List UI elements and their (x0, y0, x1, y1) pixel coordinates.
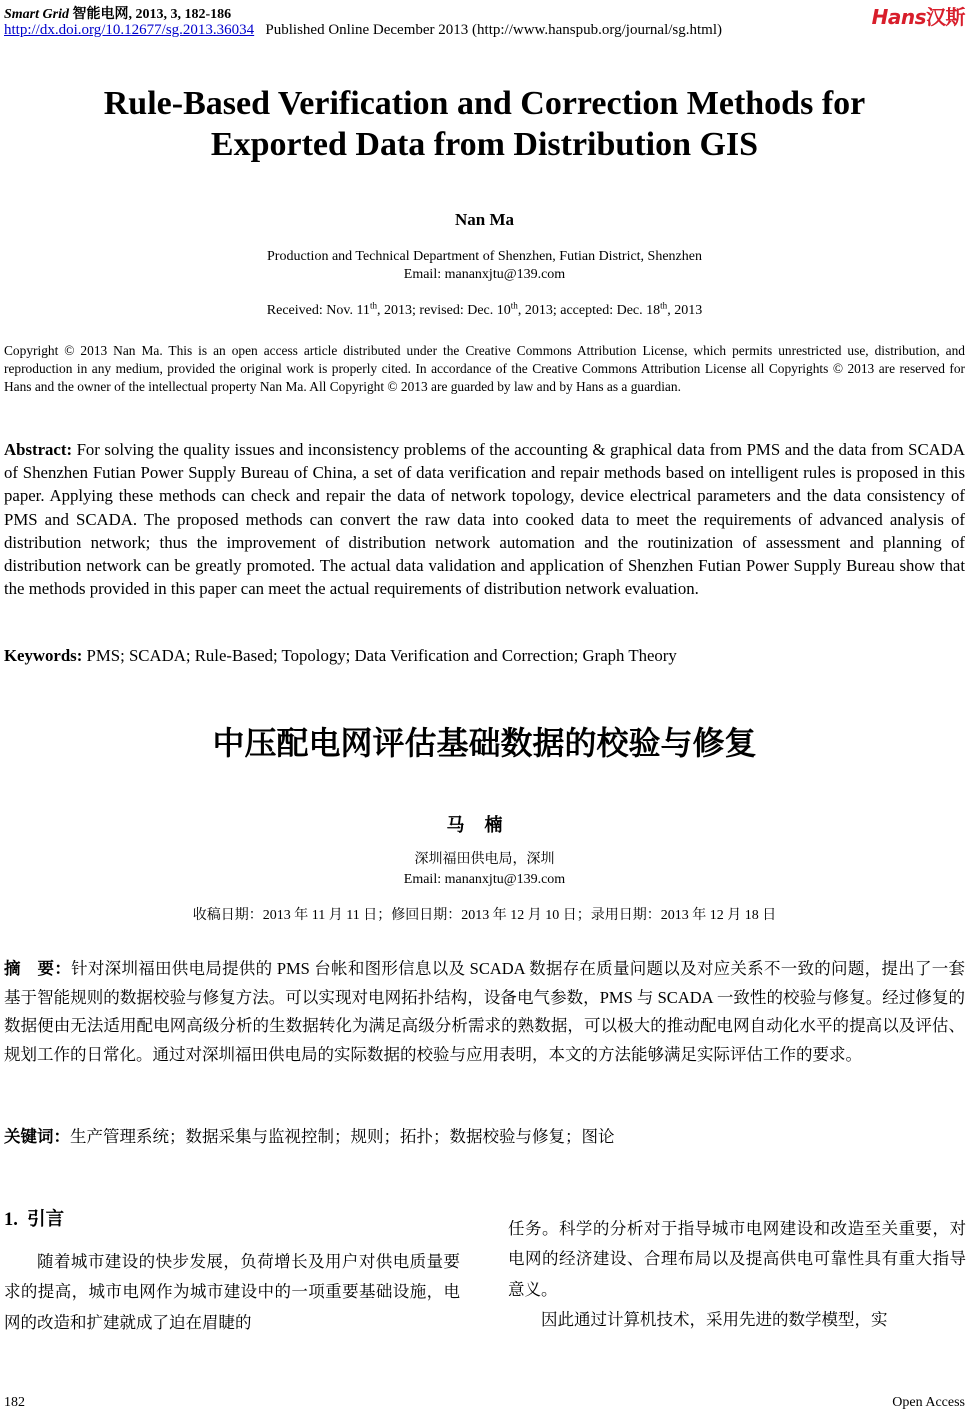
received-sup: th (369, 300, 378, 311)
section-number: 1. (4, 1210, 18, 1230)
abstract-en (4, 438, 965, 600)
journal-citation: , 2013, 3, 182-186 (128, 7, 232, 22)
section-heading (4, 1205, 64, 1231)
accepted-part: , 2013; accepted: Dec. 18 (517, 303, 661, 318)
keywords-cn (4, 1124, 965, 1150)
abstract-cn-text: 针对深圳福田供电局提供的 PMS 台帐和图形信息以及 SCADA 数据存在质量问题以及对应关系不一致的问题，提出了一套基于智能规则的数据校验与修复方法。可以实现对电网拓扑结构，设备电气参数，PMS 与 SCADA 一致性的校验与修复。经过修复的数据便由无法适用配电网高级分析的生数据转化为满足高级分析需求的熟数据，可以极大的推动配电网自动化水平的提高以及评估、规划工作的日常化。通过对深圳福田供电局的实际数据的校验与应用表明，本文的方法能够满足实际评估工作的要求。 (4, 959, 965, 1065)
published-online: Published Online December 2013 (http://www.hanspub.org/journal/sg.html) (265, 22, 723, 38)
email-en: Email: mananxjtu@139.com (403, 267, 566, 282)
abstract-cn-label: 摘 要： (4, 959, 72, 978)
body-column-right (508, 1214, 966, 1335)
keywords-label: Keywords: (4, 646, 83, 665)
keywords-text: PMS; SCADA; Rule-Based; Topology; Data Verification and Correction; Graph Theory (82, 646, 677, 665)
publisher-logo (872, 1, 965, 30)
paper-title-cn: 中压配电网评估基础数据的校验与修复 (212, 724, 757, 762)
year-part: , 2013 (667, 303, 703, 318)
keywords-cn-label: 关键词： (4, 1127, 70, 1146)
copyright-notice: Copyright © 2013 Nan Ma. This is an open access article distributed under the Creative Commons Attribution License, which permits unrestricted use, distribution, and reproduction in any medium, provided the original work is properly cited. In accordance of the Creative Commons Attribution License all Copyrights © 2013 are reserved for Hans and the owner of the intellectual property Nan Ma. All Copyright © 2013 are guarded by law and by Hans as a guardian. (4, 343, 965, 395)
keywords-cn-text: 生产管理系统；数据采集与监视控制；规则；拓扑；数据校验与修复；图论 (70, 1127, 615, 1146)
section-title: 引言 (27, 1209, 65, 1230)
keywords-en (4, 645, 965, 667)
title-line-1: Rule-Based Verification and Correction Methods for (103, 85, 866, 122)
journal-header (4, 3, 231, 23)
open-access-label: Open Access (892, 1395, 965, 1410)
intro-continuation: 任务。科学的分析对于指导城市电网建设和改造至关重要，对电网的经济建设、合理布局以及提高供电可靠性具有重大指导意义。 (508, 1219, 966, 1299)
doi-link[interactable]: http://dx.doi.org/10.12677/sg.2013.36034 (4, 22, 255, 38)
received-dates (0, 302, 969, 320)
journal-name-cn: 智能电网 (72, 7, 129, 22)
revised-sup: th (510, 300, 518, 311)
page-number: 182 (4, 1395, 25, 1410)
logo-text-en: Hans (871, 5, 926, 29)
author-name-cn: 马楠 (446, 815, 523, 835)
affiliation-en: Production and Technical Department of Shenzhen, Futian District, Shenzhen (267, 249, 702, 264)
abstract-label: Abstract: (4, 440, 73, 459)
abstract-cn (4, 955, 965, 1070)
email-cn: Email: mananxjtu@139.com (403, 872, 566, 887)
abstract-text: For solving the quality issues and inconsistency problems of the accounting & graphical data from PMS and the data from SCADA of Shenzhen Futian Power Supply Bureau of China, a set of data verification and repair methods based on intelligent rules is proposed in this paper. Applying these methods can check and repair the data of network topology, device electrical parameters and the data consistency of PMS and SCADA. The proposed methods can convert the raw data into cooked data to meet the requirements of advanced analysis of distribution network; thus the improvement of distribution network automation and the routinization of assessment and planning of distribution network can be greatly promoted. The actual data validation and application of Shenzhen Futian Power Supply Bureau show that the methods provided in this paper can meet the actual requirements of distribution network evaluation. (4, 440, 965, 599)
accepted-sup: th (660, 300, 668, 311)
title-line-2: Exported Data from Distribution GIS (210, 126, 759, 163)
received-part: Received: Nov. 11 (266, 303, 370, 318)
body-column-left (4, 1247, 460, 1338)
dates-cn: 收稿日期：2013 年 11 月 11 日；修回日期：2013 年 12 月 10 日；录用日期：2013 年 12 月 18 日 (192, 908, 777, 923)
paper-title-en (0, 83, 969, 165)
revised-part: , 2013; revised: Dec. 10 (377, 303, 511, 318)
publication-line (4, 22, 722, 39)
intro-paragraph-2: 因此通过计算机技术，采用先进的数学模型，实 (541, 1309, 888, 1329)
logo-text-cn: 汉斯 (926, 5, 965, 29)
intro-paragraph: 随着城市建设的快步发展，负荷增长及用户对供电质量要求的提高，城市电网作为城市建设中的一项重要基础设施，电网的改造和扩建就成了迫在眉睫的 (4, 1252, 460, 1332)
author-name-en: Nan Ma (454, 210, 515, 229)
journal-name-en: Smart Grid (4, 7, 69, 22)
affiliation-cn: 深圳福田供电局，深圳 (414, 852, 555, 867)
